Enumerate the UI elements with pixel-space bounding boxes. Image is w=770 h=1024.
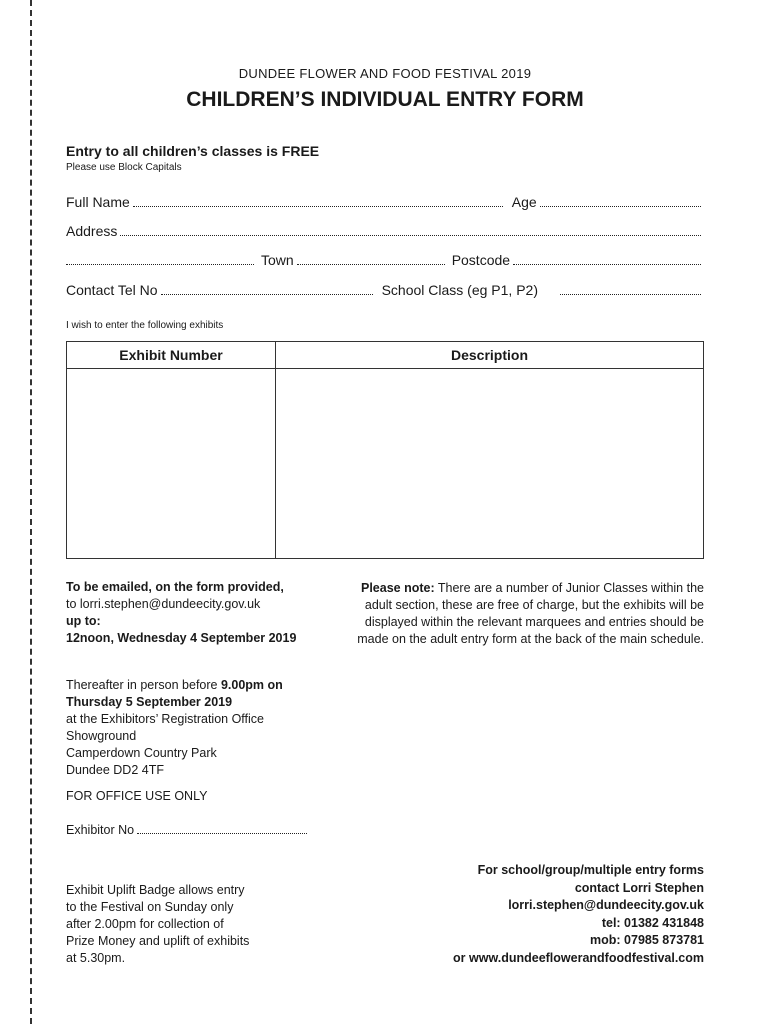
age-label: Age xyxy=(511,194,537,210)
contact-info xyxy=(380,862,704,967)
contact-line1: For school/group/multiple entry forms xyxy=(477,863,704,877)
age-field[interactable] xyxy=(540,206,701,207)
in-person-park: Camperdown Country Park xyxy=(66,746,217,760)
contact-tel-field[interactable] xyxy=(161,294,373,295)
email-line3: up to: xyxy=(66,614,101,628)
in-person-postcode: Dundee DD2 4TF xyxy=(66,763,164,777)
exhibitor-no-label: Exhibitor No xyxy=(66,823,135,837)
address-row xyxy=(66,223,704,239)
contact-mob: mob: 07985 873781 xyxy=(590,933,704,947)
postcode-field[interactable] xyxy=(513,264,701,265)
block-capitals-note: Please use Block Capitals xyxy=(66,162,182,173)
contact-name: contact Lorri Stephen xyxy=(574,880,704,895)
badge-line3: after 2.00pm for collection of xyxy=(66,917,224,931)
contact-class-row xyxy=(66,282,704,298)
in-person-location: at the Exhibitors’ Registration Office xyxy=(66,712,265,726)
office-use-label: FOR OFFICE USE ONLY xyxy=(66,789,208,803)
contact-email[interactable]: lorri.stephen@dundeecity.gov.uk xyxy=(508,898,704,912)
exhibits-intro: I wish to enter the following exhibits xyxy=(66,320,224,331)
uplift-badge-info xyxy=(66,882,249,967)
postcode-label: Postcode xyxy=(451,252,511,268)
exhibitor-no-row xyxy=(66,823,310,837)
in-person-date: Thursday 5 September 2019 xyxy=(66,695,233,709)
table-header-row xyxy=(67,342,704,369)
address-field[interactable] xyxy=(120,235,701,236)
in-person-prefix: Thereafter in person before xyxy=(66,678,221,692)
junior-classes-note xyxy=(356,580,704,648)
description-header: Description xyxy=(276,342,704,369)
name-age-row xyxy=(66,194,704,210)
exhibit-number-header: Exhibit Number xyxy=(67,342,276,369)
note-text: There are a number of Junior Classes within the adult section, these are free of charge, but the exhibits will be displayed within the relevant marquees and entries should be made on the adult entry form at the back of the main schedule. xyxy=(357,581,704,646)
cut-line xyxy=(30,0,32,1024)
town-field[interactable] xyxy=(297,264,445,265)
address-line2-field[interactable] xyxy=(66,264,254,265)
email-instructions xyxy=(66,579,296,647)
free-entry-notice: Entry to all children’s classes is FREE xyxy=(66,143,320,159)
badge-line4: Prize Money and uplift of exhibits xyxy=(66,934,250,948)
email-address: to lorri.stephen@dundeecity.gov.uk xyxy=(66,597,261,611)
contact-tel-label: Contact Tel No xyxy=(66,282,158,298)
town-label: Town xyxy=(261,252,294,268)
school-class-field[interactable] xyxy=(560,294,701,295)
exhibit-number-cell[interactable] xyxy=(67,369,276,559)
page-title: CHILDREN’S INDIVIDUAL ENTRY FORM xyxy=(186,88,584,111)
note-label: Please note: xyxy=(361,581,435,595)
contact-tel: tel: 01382 431848 xyxy=(601,915,704,930)
full-name-field[interactable] xyxy=(133,206,503,207)
address-label: Address xyxy=(66,223,118,239)
badge-line1: Exhibit Uplift Badge allows entry xyxy=(66,883,245,897)
table-row xyxy=(67,369,704,559)
badge-line5: at 5.30pm. xyxy=(66,951,126,965)
exhibitor-no-field[interactable] xyxy=(137,833,307,834)
school-class-label: School Class (eg P1, P2) xyxy=(381,282,538,298)
festival-name: DUNDEE FLOWER AND FOOD FESTIVAL 2019 xyxy=(238,66,532,81)
email-line1: To be emailed, on the form provided, xyxy=(66,580,284,594)
exhibits-table xyxy=(66,341,704,559)
email-deadline: 12noon, Wednesday 4 September 2019 xyxy=(66,631,297,645)
full-name-label: Full Name xyxy=(66,194,130,210)
town-postcode-row xyxy=(66,252,704,268)
in-person-instructions xyxy=(66,677,283,779)
in-person-venue: Showground xyxy=(66,729,137,743)
in-person-time: 9.00pm on xyxy=(220,678,283,692)
badge-line2: to the Festival on Sunday only xyxy=(66,900,234,914)
description-cell[interactable] xyxy=(276,369,704,559)
contact-website[interactable]: or www.dundeeflowerandfoodfestival.com xyxy=(453,950,704,965)
